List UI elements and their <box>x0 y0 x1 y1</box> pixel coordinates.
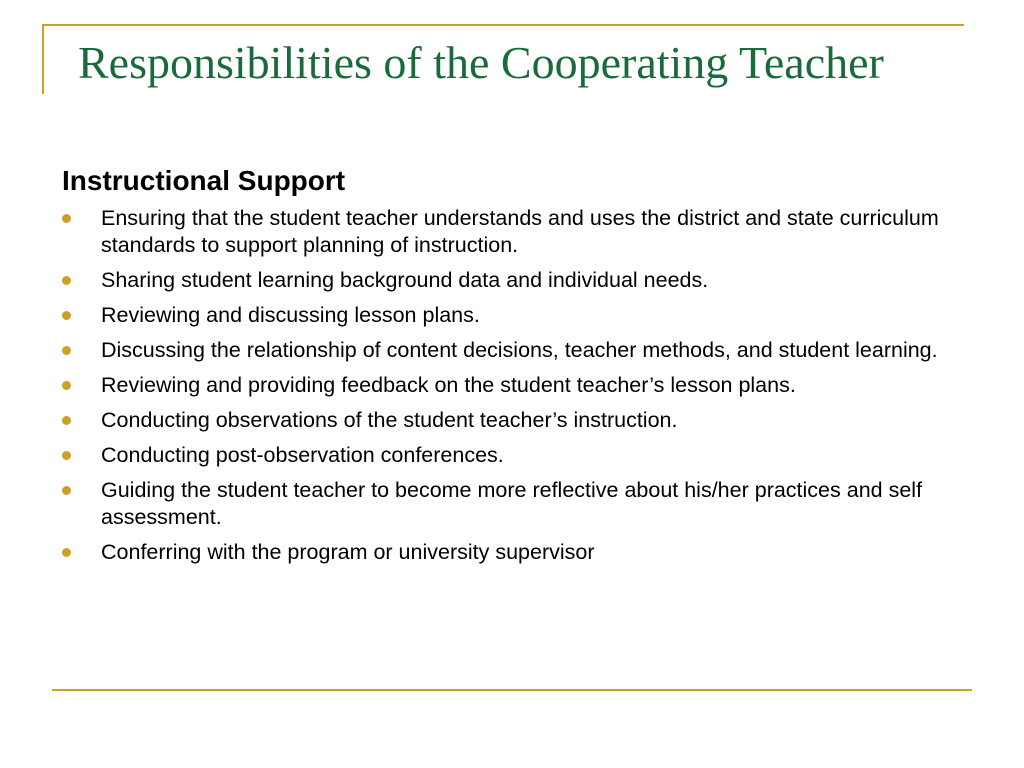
bullet-item <box>62 407 962 434</box>
bullet-list <box>62 205 962 566</box>
bullet-dot-icon <box>62 548 71 557</box>
left-border-line <box>42 24 44 94</box>
bullet-dot-icon <box>62 486 71 495</box>
bottom-border-line <box>52 689 972 691</box>
bullet-item <box>62 205 962 259</box>
bullet-dot-icon <box>62 311 71 320</box>
bullet-text: Sharing student learning background data and individual needs. <box>101 268 709 292</box>
bullet-dot-icon <box>62 451 71 460</box>
slide-title: Responsibilities of the Cooperating Teacher <box>78 37 884 88</box>
bullet-text: Reviewing and providing feedback on the student teacher’s lesson plans. <box>101 373 796 397</box>
bullet-item <box>62 302 962 329</box>
bullet-item <box>62 539 962 566</box>
bullet-text: Conducting post-observation conferences. <box>101 443 504 467</box>
section-heading: Instructional Support <box>62 165 346 196</box>
bullet-item <box>62 477 962 531</box>
bullet-item <box>62 337 962 364</box>
bullet-dot-icon <box>62 381 71 390</box>
bullet-item <box>62 372 962 399</box>
top-border-line <box>42 24 964 26</box>
bullet-dot-icon <box>62 416 71 425</box>
bullet-item <box>62 442 962 469</box>
bullet-text: Ensuring that the student teacher understands and uses the district and state curriculum standards to support planning of instruction. <box>101 206 939 257</box>
bullet-dot-icon <box>62 346 71 355</box>
bullet-dot-icon <box>62 214 71 223</box>
bullet-dot-icon <box>62 276 71 285</box>
bullet-text: Guiding the student teacher to become more reflective about his/her practices and self assessment. <box>101 478 923 529</box>
slide-content <box>62 163 962 574</box>
bullet-text: Discussing the relationship of content decisions, teacher methods, and student learning. <box>101 338 938 362</box>
bullet-text: Conducting observations of the student teacher’s instruction. <box>101 408 678 432</box>
bullet-text: Conferring with the program or university supervisor <box>101 540 595 564</box>
bullet-item <box>62 267 962 294</box>
bullet-text: Reviewing and discussing lesson plans. <box>101 303 480 327</box>
